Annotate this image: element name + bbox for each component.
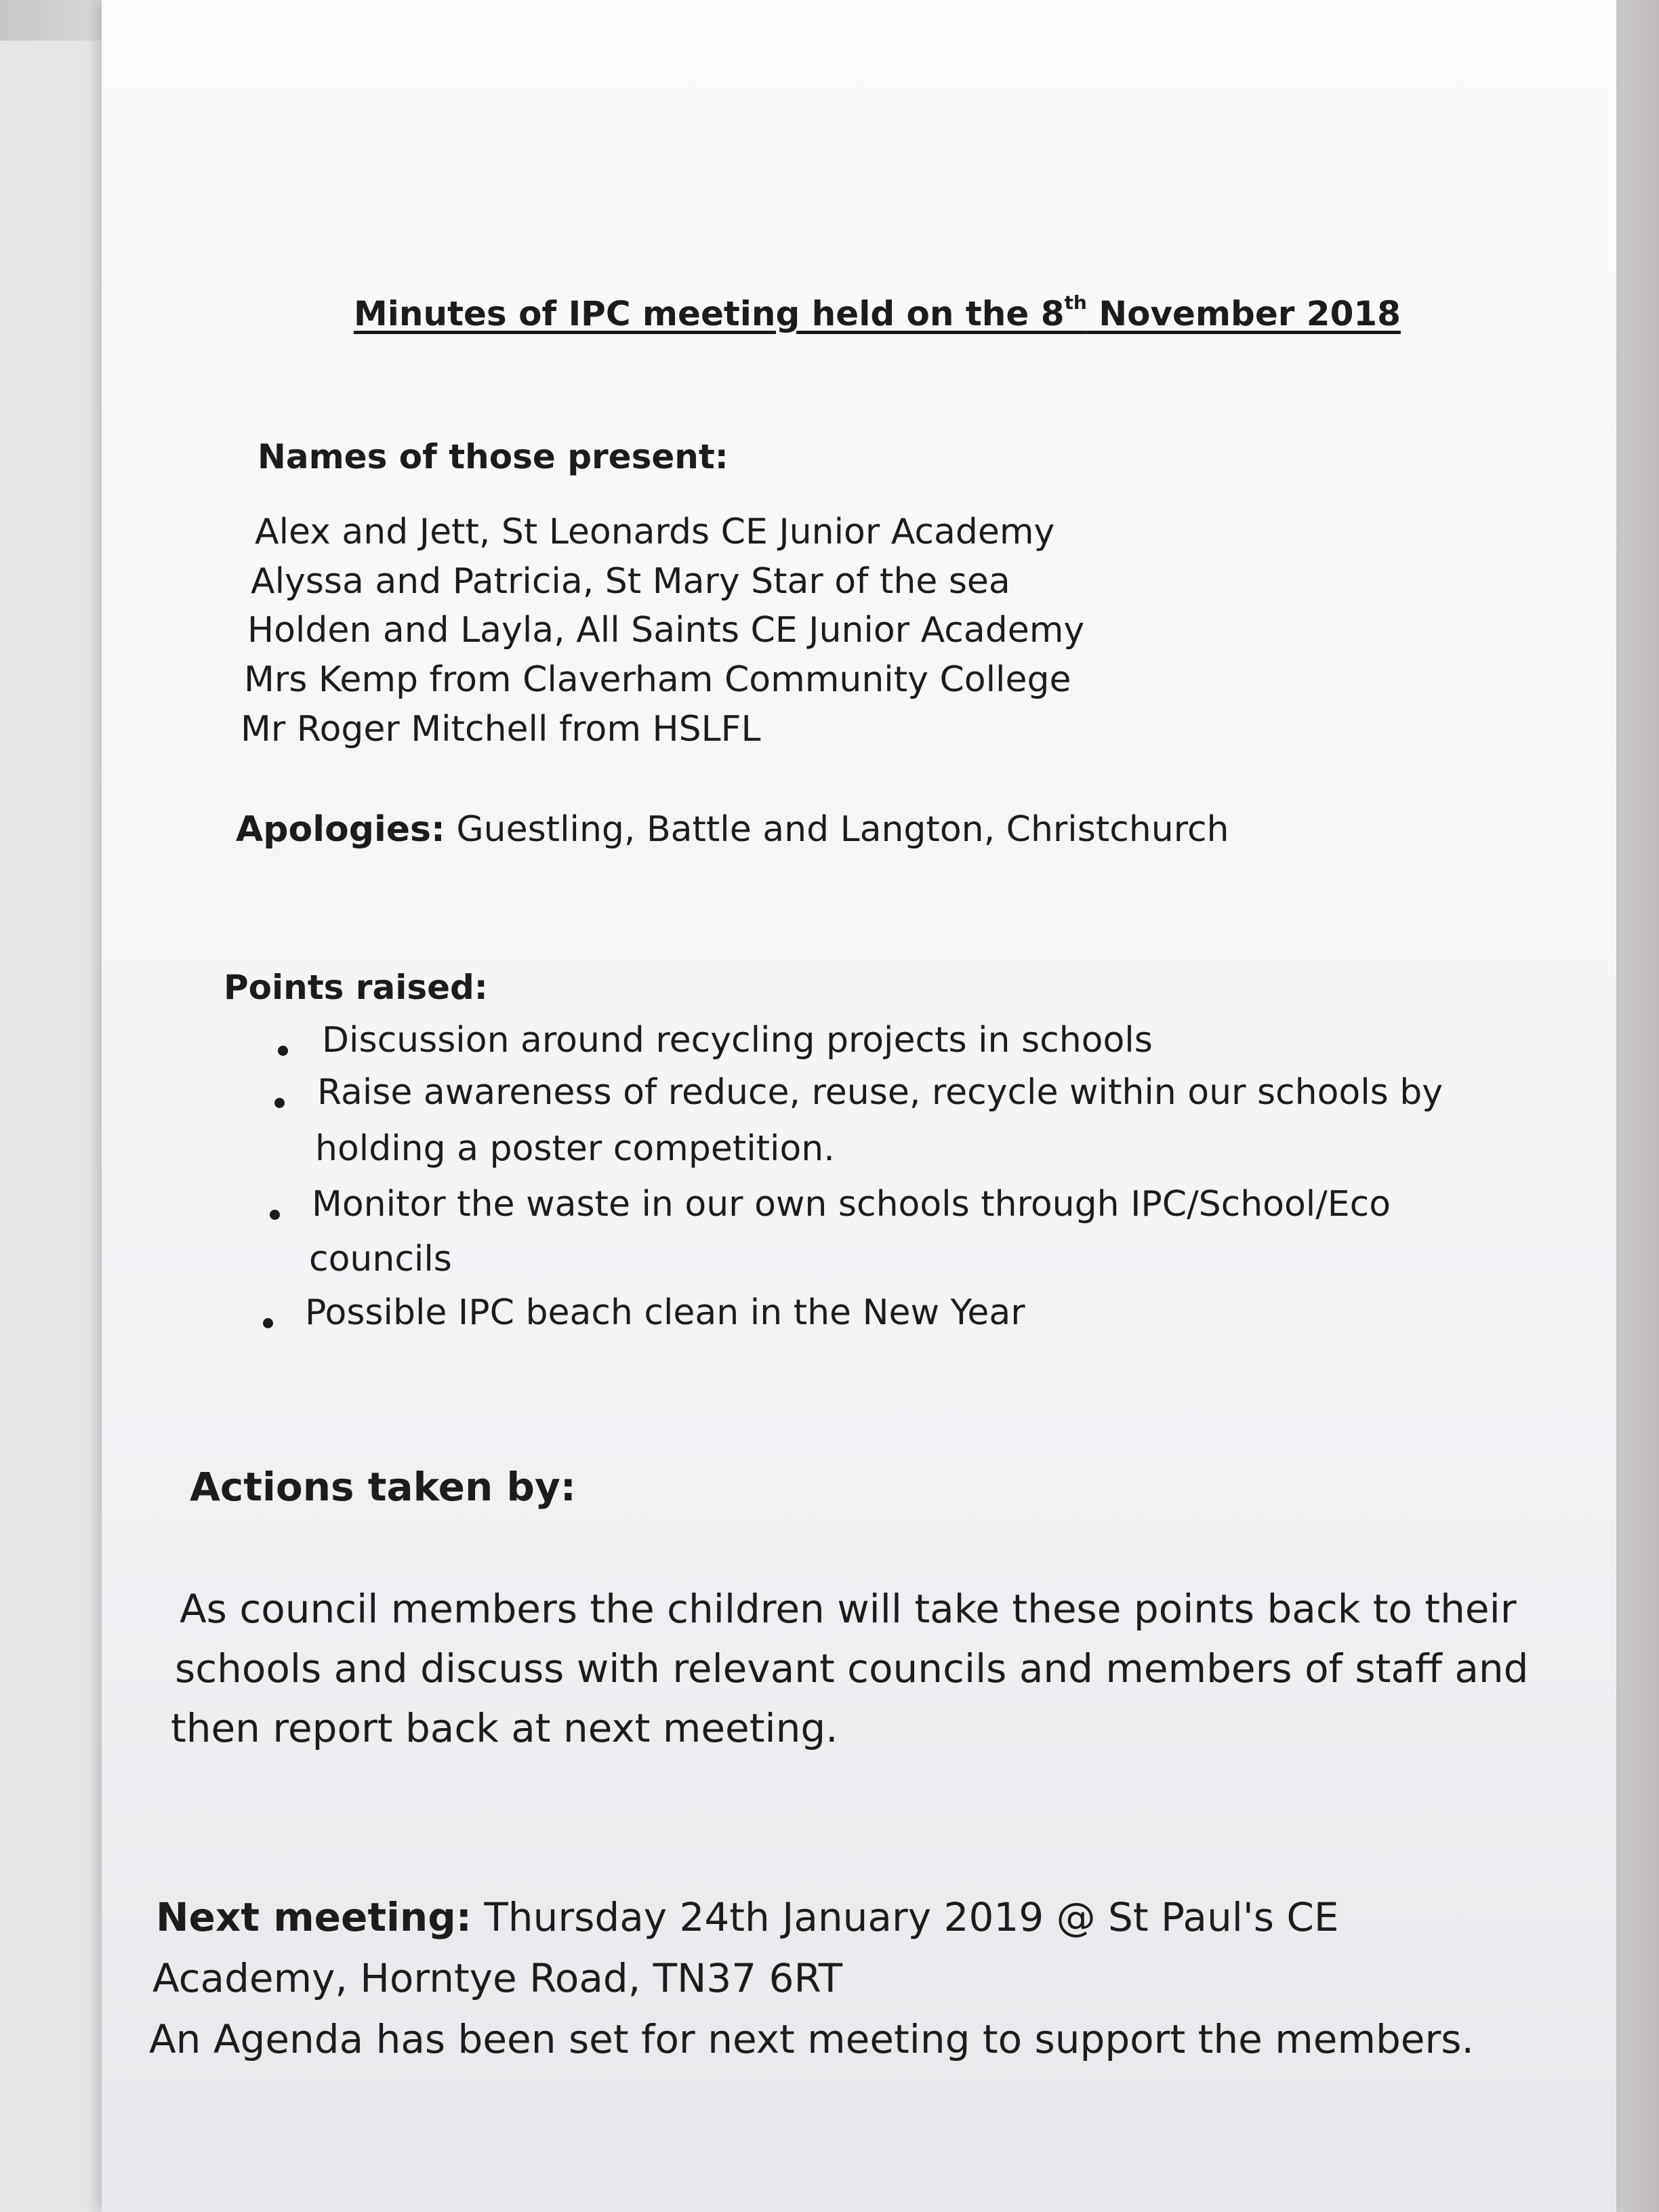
document-title — [354, 291, 1401, 333]
next-meeting-label: Next meeting: — [156, 1894, 472, 1940]
background-right — [1616, 0, 1659, 2212]
present-heading: Names of those present: — [258, 437, 729, 476]
underlying-sheet — [0, 41, 117, 2212]
present-name: Alyssa and Patricia, St Mary Star of the sea — [251, 561, 1010, 602]
title-superscript: th — [1064, 291, 1087, 314]
next-meeting-line: An Agenda has been set for next meeting to support the members. — [149, 2016, 1474, 2062]
bullet-icon — [263, 1318, 273, 1328]
actions-heading: Actions taken by: — [190, 1464, 576, 1510]
present-name: Holden and Layla, All Saints CE Junior Academy — [247, 610, 1085, 651]
bullet-icon — [274, 1098, 285, 1108]
point-line: councils — [309, 1239, 452, 1279]
apologies-line — [236, 809, 1229, 850]
apologies-text: Guestling, Battle and Langton, Christchurch — [445, 809, 1229, 850]
present-name: Alex and Jett, St Leonards CE Junior Academy — [255, 512, 1055, 552]
next-meeting-date: Thursday 24th January 2019 @ St Paul's CE — [471, 1894, 1339, 1940]
point-line: Monitor the waste in our own schools through IPC/School/Eco — [312, 1184, 1391, 1225]
next-meeting-line — [156, 1894, 1339, 1940]
next-meeting-line: Academy, Horntye Road, TN37 6RT — [152, 1955, 843, 2001]
apologies-label: Apologies: — [236, 809, 445, 850]
point-line: Possible IPC beach clean in the New Year — [305, 1292, 1025, 1333]
title-prefix: Minutes of IPC meeting held on the 8 — [354, 294, 1065, 333]
point-line: Raise awareness of reduce, reuse, recycle within our schools by — [317, 1072, 1443, 1113]
point-line: Discussion around recycling projects in schools — [322, 1020, 1153, 1061]
present-name: Mrs Kemp from Claverham Community College — [244, 659, 1071, 700]
actions-line: As council members the children will take these points back to their — [180, 1586, 1517, 1632]
title-suffix: November 2018 — [1086, 294, 1401, 333]
actions-line: schools and discuss with relevant councils and members of staff and — [175, 1645, 1529, 1692]
bullet-icon — [270, 1210, 280, 1220]
bullet-icon — [278, 1046, 288, 1056]
present-name: Mr Roger Mitchell from HSLFL — [241, 709, 761, 750]
actions-line: then report back at next meeting. — [171, 1705, 838, 1751]
document-page — [102, 0, 1616, 2212]
point-line: holding a poster competition. — [315, 1128, 835, 1169]
points-heading: Points raised: — [224, 968, 488, 1007]
